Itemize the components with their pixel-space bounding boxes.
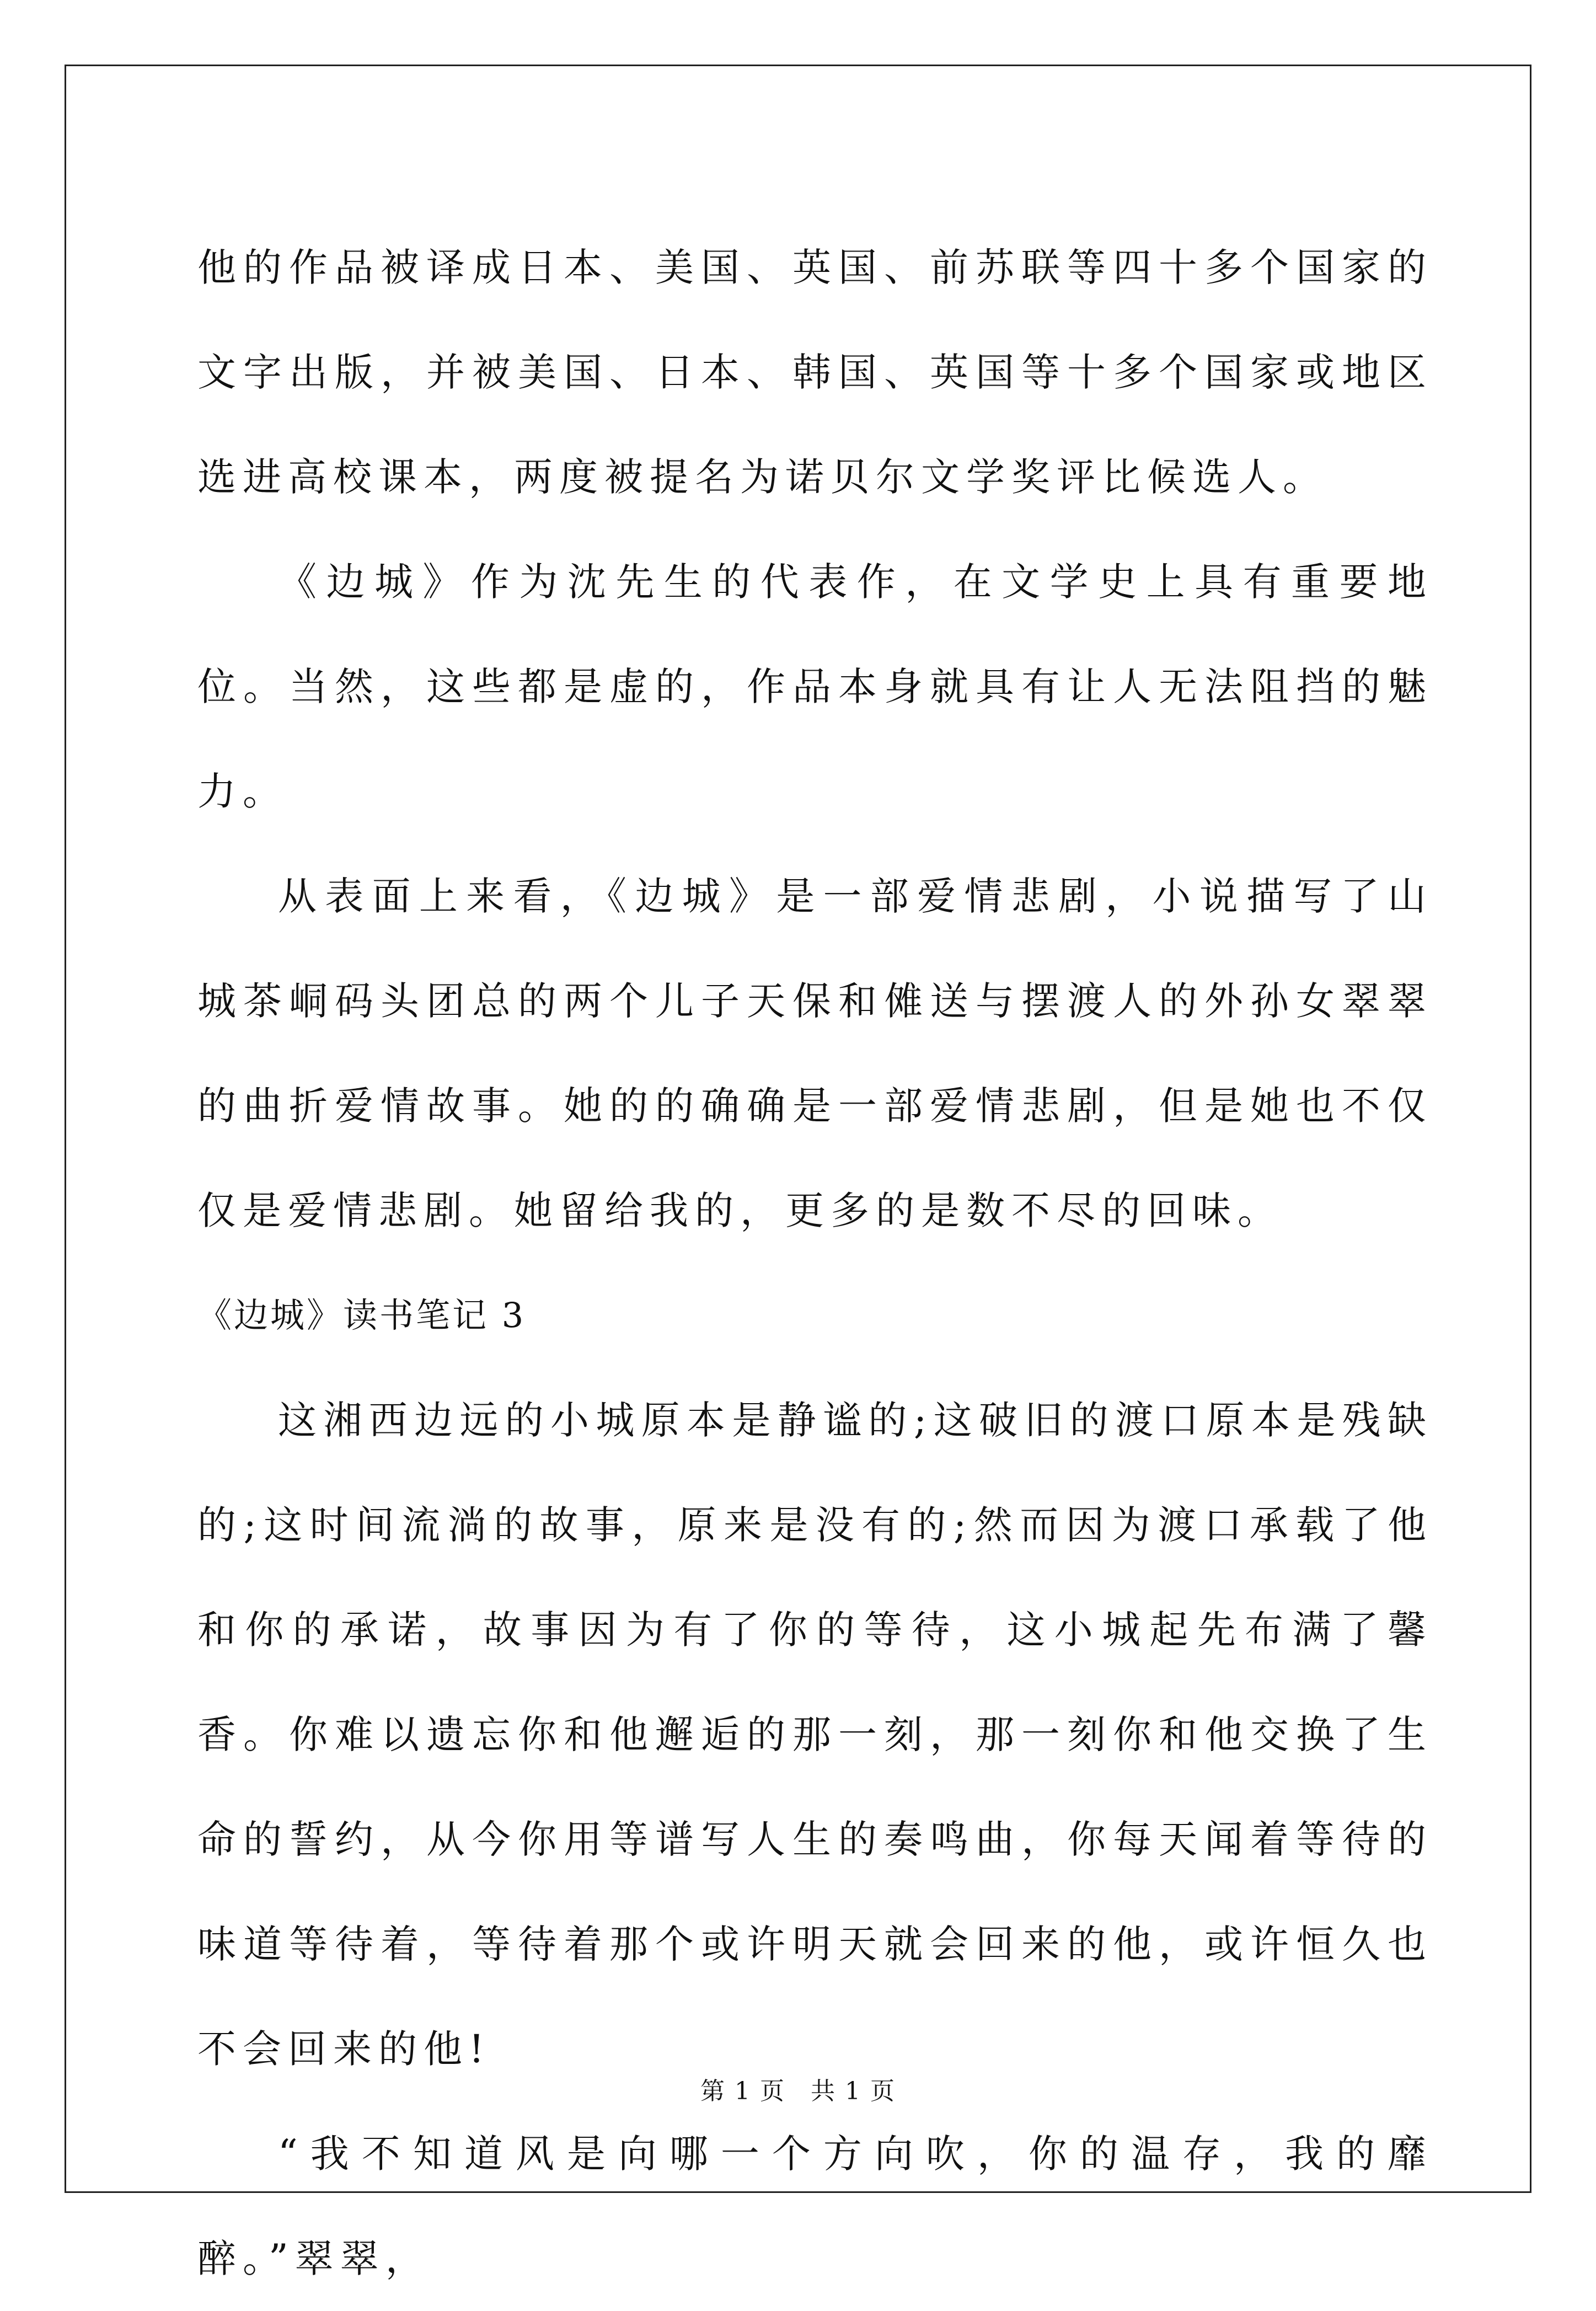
paragraph-translations: 他的作品被译成日本、美国、英国、前苏联等四十多个国家的文字出版，并被美国、日本、韩国、英国等十多个国家或地区选进高校课本，两度被提名为诺贝尔文学奖评比候选人。: [197, 245, 1433, 500]
paragraph-quote: “我不知道风是向哪一个方向吹，你的温存，我的靡醉。”翠翠，: [197, 2131, 1433, 2281]
document-body: [197, 215, 1433, 2311]
paragraph-small-town: 这湘西边远的小城原本是静谧的;这破旧的渡口原本是残缺的;这时间流淌的故事，原来是没有的;然而因为渡口承载了他和你的承诺，故事因为有了你的等待，这小城起先布满了馨香。你难以遗忘你和他邂逅的那一刻，那一刻你和他交换了生命的誓约，从今你用等谱写人生的奏鸣曲，你每天闻着等待的味道等待着，等待着那个或许明天就会回来的他，或许恒久也不会回来的他!: [197, 1398, 1433, 2072]
paragraph-love-tragedy: 从表面上来看，《边城》是一部爱情悲剧，小说描写了山城茶峒码头团总的两个儿子天保和傩送与摆渡人的外孙女翠翠的曲折爱情故事。她的的确确是一部爱情悲剧，但是她也不仅仅是爱情悲剧。她留给我的，更多的是数不尽的回味。: [197, 874, 1433, 1233]
section-heading: 《边城》读书笔记 3: [197, 1295, 526, 1335]
paragraph-masterpiece: 《边城》作为沈先生的代表作，在文学史上具有重要地位。当然，这些都是虚的，作品本身就具有让人无法阻挡的魅力。: [197, 559, 1433, 814]
page-number-footer: 第 1 页 共 1 页: [700, 2077, 896, 2105]
